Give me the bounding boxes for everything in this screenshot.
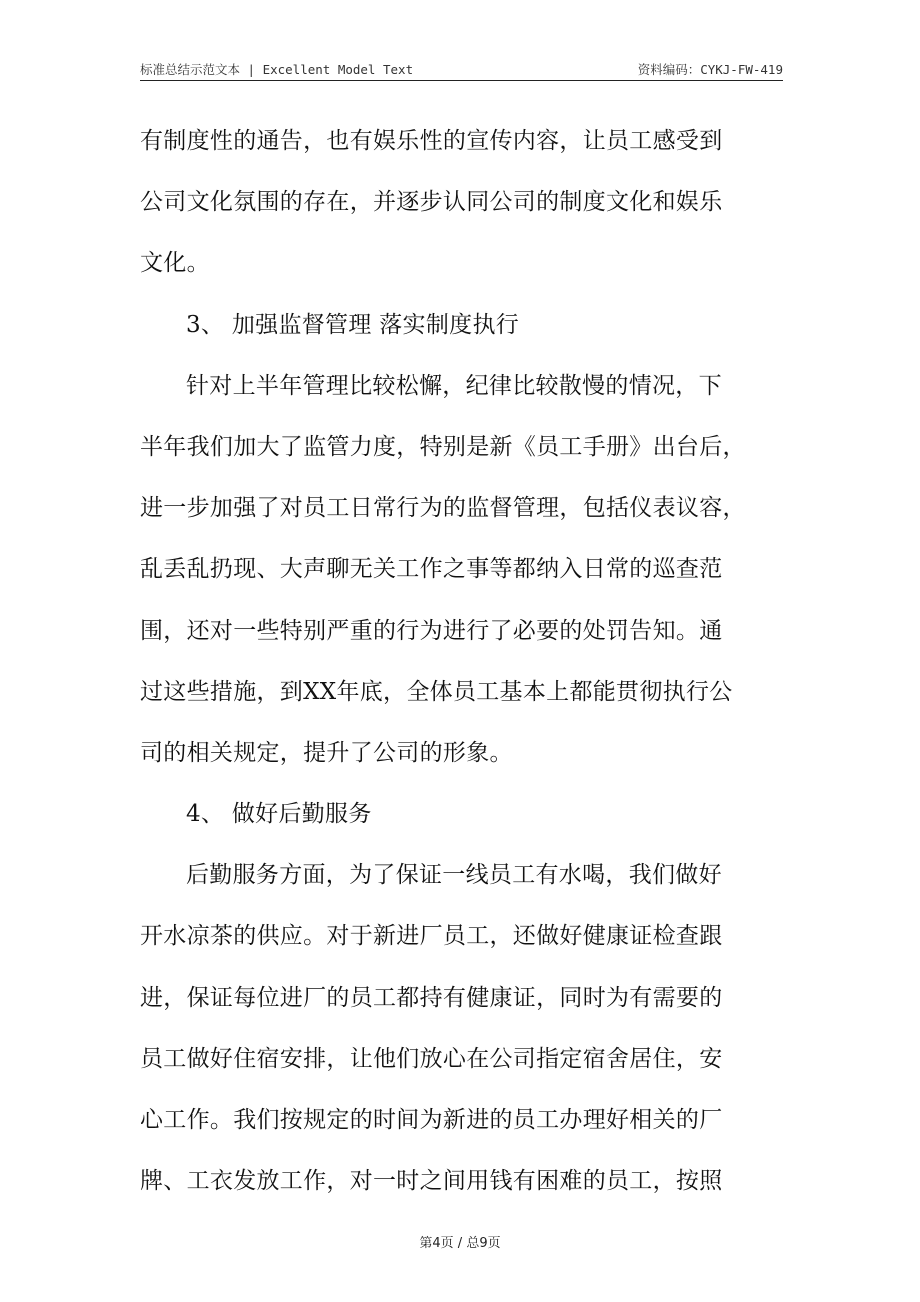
body-line: 乱丢乱扔现、大声聊无关工作之事等都纳入日常的巡查范 — [140, 556, 723, 583]
body-line: 过这些措施，到XX年底，全体员工基本上都能贯彻执行公 — [140, 678, 733, 705]
document-code: 资料编码：CYKJ-FW-419 — [637, 62, 783, 77]
section-heading-4: 4、 做好后勤服务 — [186, 801, 372, 828]
body-line: 进一步加强了对员工日常行为的监督管理，包括仪表议容， — [140, 495, 746, 522]
body-line: 开水凉茶的供应。对于新进厂员工，还做好健康证检查跟 — [140, 923, 723, 950]
body-line: 员工做好住宿安排，让他们放心在公司指定宿舍居住，安 — [140, 1045, 723, 1072]
paragraph-start: 后勤服务方面，为了保证一线员工有水喝，我们做好 — [186, 862, 722, 889]
page-number: 第4页 / 总9页 — [419, 1236, 501, 1251]
body-line: 文化。 — [140, 250, 210, 277]
body-line: 公司文化氛围的存在，并逐步认同公司的制度文化和娱乐 — [140, 189, 723, 216]
body-line: 牌、工衣发放工作，对一时之间用钱有困难的员工，按照 — [140, 1168, 723, 1195]
section-heading-3: 3、 加强监督管理 落实制度执行 — [186, 311, 520, 338]
body-line: 司的相关规定，提升了公司的形象。 — [140, 739, 513, 766]
body-line: 围，还对一些特别严重的行为进行了必要的处罚告知。通 — [140, 617, 723, 644]
body-line: 有制度性的通告，也有娱乐性的宣传内容，让员工感受到 — [140, 128, 723, 154]
paragraph-start: 针对上半年管理比较松懈，纪律比较散慢的情况，下 — [186, 372, 722, 399]
header-title: 标准总结示范文本 | Excellent Model Text — [140, 62, 414, 77]
page-header — [140, 60, 783, 80]
body-line: 半年我们加大了监管力度，特别是新《员工手册》出台后， — [140, 433, 746, 460]
body-line: 心工作。我们按规定的时间为新进的员工办理好相关的厂 — [140, 1107, 723, 1133]
body-line: 进，保证每位进厂的员工都持有健康证，同时为有需要的 — [140, 984, 723, 1011]
header-divider — [140, 80, 783, 81]
document-body — [140, 117, 772, 1218]
